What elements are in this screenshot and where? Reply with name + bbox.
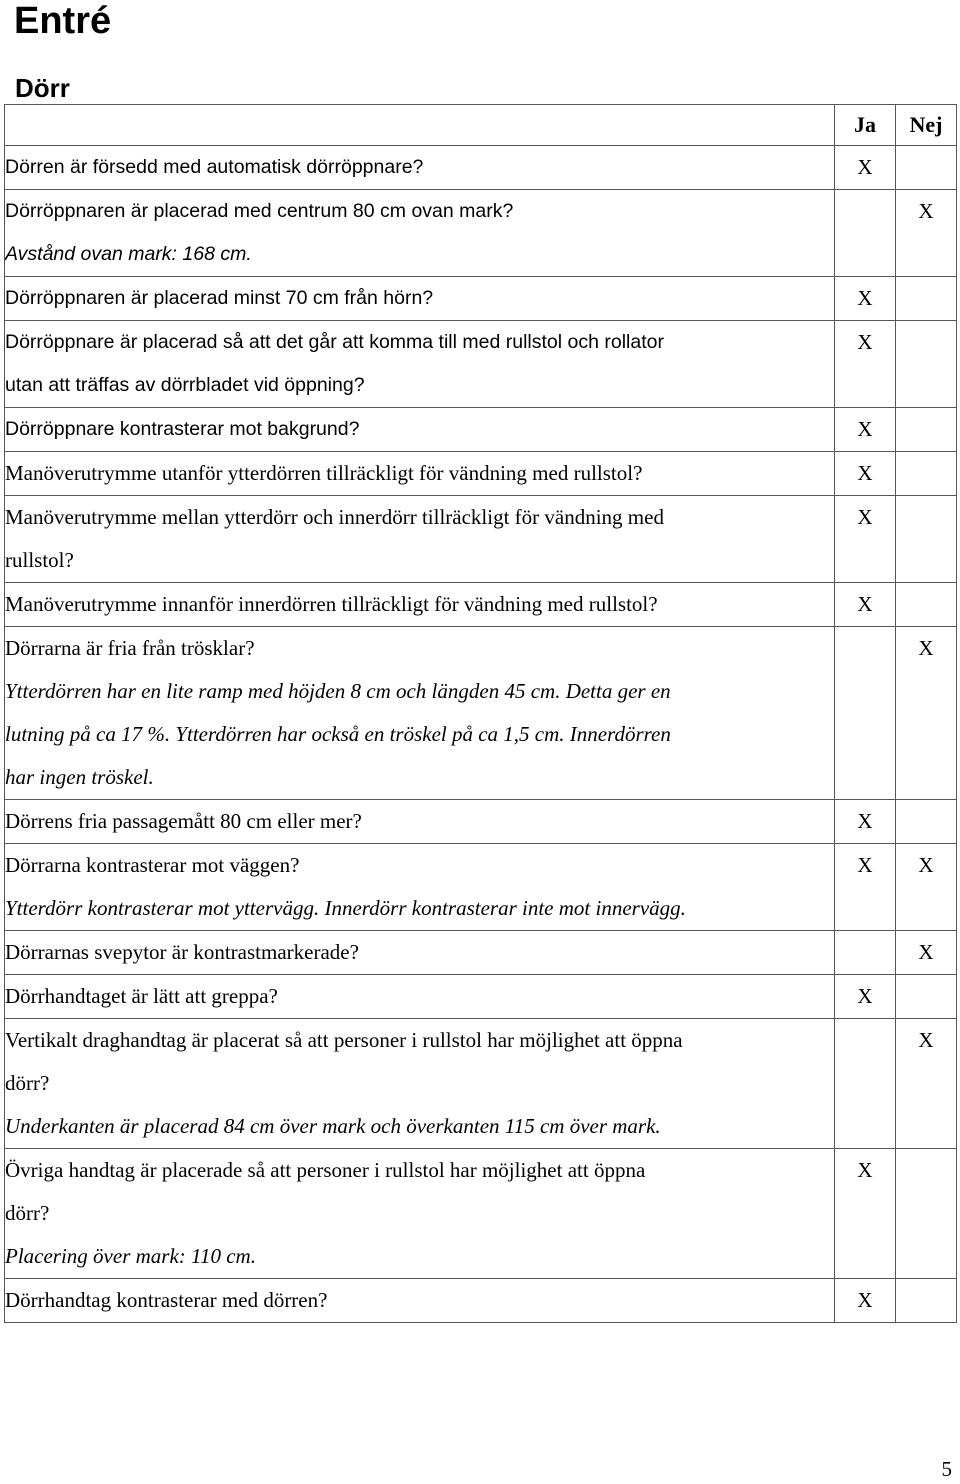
ja-mark: X [835,1149,896,1279]
table-row [5,1279,957,1323]
nej-mark: X [896,627,957,800]
question-cell [5,583,835,627]
question-text: Dörrhandtag kontrasterar med dörren? [5,1288,328,1312]
page-title: Entré [14,0,112,42]
nej-mark: X [896,931,957,975]
table-row [5,1149,957,1279]
ja-mark: X [835,321,896,408]
nej-mark [896,1149,957,1279]
question-text: Manöverutrymme utanför ytterdörren tillräckligt för vändning med rullstol? [5,461,643,485]
question-cell [5,627,835,800]
ja-mark: X [835,583,896,627]
question-text: Övriga handtag är placerade så att personer i rullstol har möjlighet att öppna [5,1158,646,1182]
question-cell [5,496,835,583]
question-cell [5,975,835,1019]
question-cell [5,277,835,321]
table-row [5,975,957,1019]
table-row [5,931,957,975]
question-text: Dörröppnaren är placerad med centrum 80 cm ovan mark? [5,200,514,222]
ja-header: Ja [835,105,896,146]
question-note: dörr? [5,1071,50,1095]
question-note: utan att träffas av dörrbladet vid öppning? [5,374,365,396]
question-cell [5,844,835,931]
nej-mark: X [896,190,957,277]
ja-mark: X [835,1279,896,1323]
question-text: Dörröppnare är placerad så att det går att komma till med rullstol och rollator [5,331,664,353]
nej-mark [896,496,957,583]
question-note: Ytterdörr kontrasterar mot yttervägg. Innerdörr kontrasterar inte mot innervägg. [5,896,686,920]
ja-mark: X [835,844,896,931]
table-row [5,583,957,627]
question-text: Dörrens fria passagemått 80 cm eller mer? [5,809,362,833]
ja-mark: X [835,146,896,190]
nej-header: Nej [896,105,957,146]
question-note: har ingen tröskel. [5,765,154,789]
table-row [5,452,957,496]
question-note: Avstånd ovan mark: 168 cm. [5,243,252,265]
ja-mark: X [835,452,896,496]
question-cell [5,408,835,452]
nej-mark: X [896,1019,957,1149]
ja-mark [835,190,896,277]
table-row [5,627,957,800]
nej-mark [896,1279,957,1323]
question-cell [5,800,835,844]
nej-mark [896,277,957,321]
nej-mark [896,408,957,452]
question-text: Dörrarna är fria från trösklar? [5,636,255,660]
ja-mark [835,1019,896,1149]
ja-mark: X [835,408,896,452]
question-text: Vertikalt draghandtag är placerat så att personer i rullstol har möjlighet att öppna [5,1028,683,1052]
question-header-cell [5,105,835,146]
table-header-row [5,105,957,146]
nej-mark: X [896,844,957,931]
question-cell [5,321,835,408]
ja-mark [835,931,896,975]
question-text: Manöverutrymme innanför innerdörren tillräckligt för vändning med rullstol? [5,592,658,616]
nej-mark [896,146,957,190]
question-cell [5,931,835,975]
table-row [5,190,957,277]
question-cell [5,1019,835,1149]
question-note: rullstol? [5,548,74,572]
ja-mark [835,627,896,800]
nej-mark [896,800,957,844]
table-row [5,496,957,583]
question-cell [5,452,835,496]
table-row [5,408,957,452]
ja-mark: X [835,496,896,583]
question-cell [5,146,835,190]
table-row [5,277,957,321]
question-note: Placering över mark: 110 cm. [5,1244,256,1268]
nej-mark [896,452,957,496]
question-note: Underkanten är placerad 84 cm över mark och överkanten 115 cm över mark. [5,1114,661,1138]
question-text: Dörren är försedd med automatisk dörröppnare? [5,156,424,178]
ja-mark: X [835,800,896,844]
ja-mark: X [835,277,896,321]
nej-mark [896,975,957,1019]
question-cell [5,190,835,277]
nej-mark [896,583,957,627]
question-cell [5,1149,835,1279]
table-row [5,1019,957,1149]
page-number: 5 [941,1457,952,1481]
question-text: Manöverutrymme mellan ytterdörr och innerdörr tillräckligt för vändning med [5,505,664,529]
question-note: Ytterdörren har en lite ramp med höjden 8 cm och längden 45 cm. Detta ger en [5,679,671,703]
question-note: lutning på ca 17 %. Ytterdörren har också en tröskel på ca 1,5 cm. Innerdörren [5,722,671,746]
table-row [5,146,957,190]
section-heading: Dörr [15,73,70,103]
nej-mark [896,321,957,408]
question-text: Dörrarnas svepytor är kontrastmarkerade? [5,940,359,964]
question-text: Dörrhandtaget är lätt att greppa? [5,984,278,1008]
table-row [5,844,957,931]
ja-mark: X [835,975,896,1019]
checklist-body [5,146,957,1323]
question-note: dörr? [5,1201,50,1225]
checklist-table [4,104,957,1323]
question-cell [5,1279,835,1323]
question-text: Dörrarna kontrasterar mot väggen? [5,853,300,877]
table-row [5,800,957,844]
question-text: Dörröppnare kontrasterar mot bakgrund? [5,418,360,440]
question-text: Dörröppnaren är placerad minst 70 cm från hörn? [5,287,434,309]
table-row [5,321,957,408]
